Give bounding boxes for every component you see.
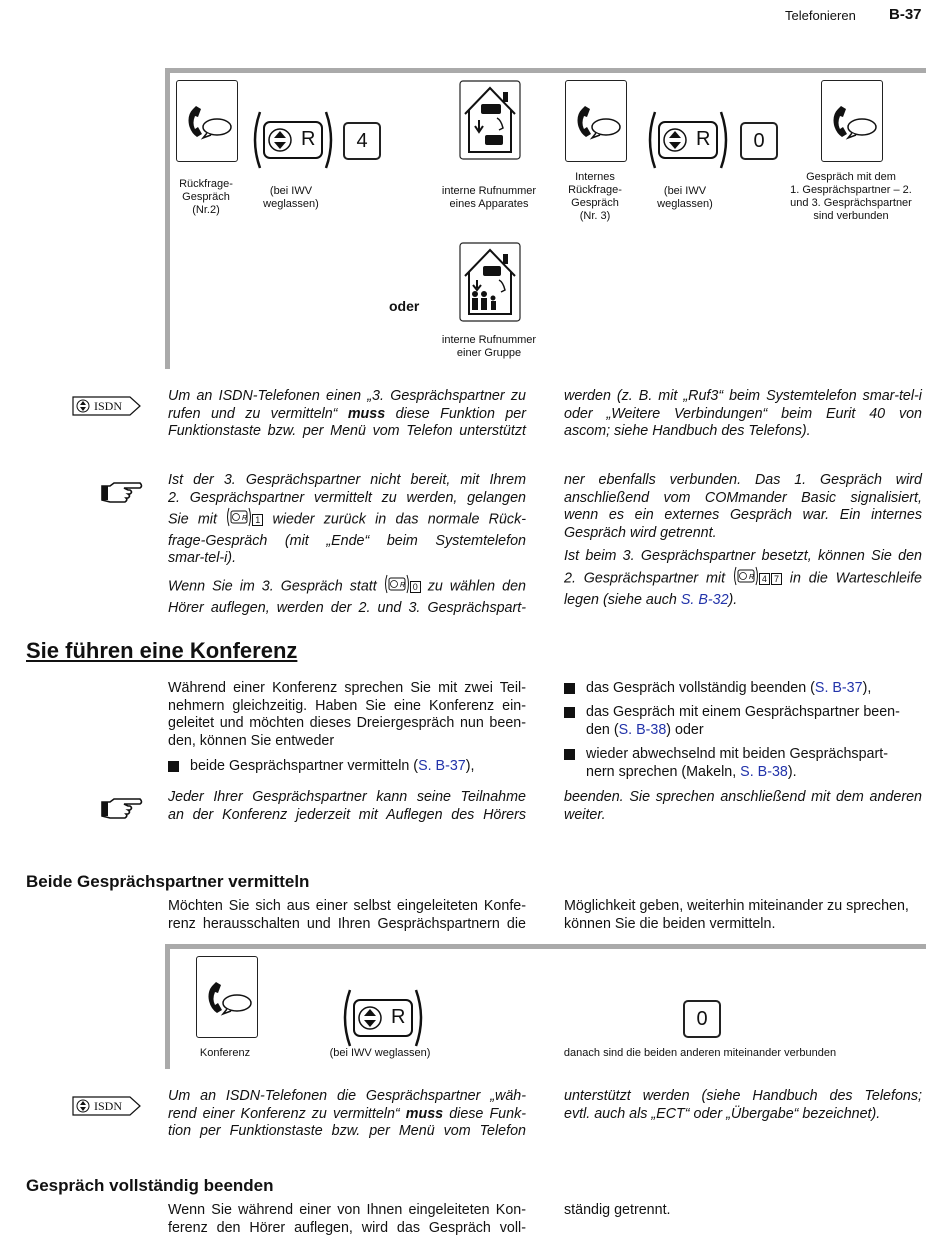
text-line: Jeder Ihrer Gesprächspartner kann seine Teilnahme [168,789,526,805]
bullet-item [564,746,922,781]
text-line: Möglichkeit geben, weiterhin miteinander zu sprechen, [564,898,909,914]
hand-note-2-left [168,472,526,617]
text-span: Wenn Sie im 3. Gespräch statt [168,578,377,595]
text-line: evtl. auch als „ECT“ oder „Übergabe“ bezeichnet). [564,1105,881,1122]
r-key-label: R [391,1006,406,1028]
bullet-square [564,749,575,760]
caption-line: Gespräch [571,197,619,209]
text-line [586,680,922,698]
caption-line: (Nr.2) [192,204,220,216]
text-line: tion per Funktionstaste bzw. per Menü vom Telefon [168,1123,526,1140]
text-span: wieder zurück in das normale Rück- [272,511,526,528]
emphasis: muss [405,1105,444,1122]
caption-line: (bei IWV [663,185,707,197]
isdn-note-1-right [564,388,922,441]
text-span: den ( [586,721,619,738]
inline-r-key-icon [226,507,252,533]
text-span: Sie mit [168,511,217,528]
isdn-icon [72,396,142,416]
link-b37[interactable]: S. B-37 [418,758,466,774]
caption-line: Gespräch mit dem [806,171,896,183]
konferenz-intro [168,680,526,750]
text-line: frage-Gespräch (mit „Ende“ beim Systemtelefon [168,532,526,549]
subsection-heading-vermitteln: Beide Gesprächspartner vermitteln [26,872,310,891]
isdn-note-2-right [564,1088,922,1123]
inline-key-7: 7 [771,573,782,585]
caption-line: sind verbunden [813,210,889,222]
inline-key-4: 4 [759,573,770,585]
text-line: ner ebenfalls verbunden. Das 1. Gespräch wird [564,472,922,488]
text-line: an der Konferenz jederzeit mit Auflegen des Hörers [168,806,526,823]
bullet-square [168,761,179,772]
text-line [190,758,526,776]
inline-key-0: 0 [410,581,421,593]
text-line: den, können Sie entweder [168,732,335,749]
svg-text:R: R [748,573,754,581]
caption-line: Gespräch [182,191,230,203]
caption-konferenz: Konferenz [199,1047,251,1059]
caption-gespraech-verbunden [778,171,924,223]
text-span: rend einer Konferenz zu vermitteln“ [168,1105,400,1122]
link-b38[interactable]: S. B-38 [740,763,788,780]
text-line: ferenz den Hörer auflegen, wird das Gespräch voll- [168,1219,526,1236]
vermitteln-text-left [168,898,526,933]
text-line: das Gespräch mit einem Gesprächspartner been- [586,704,900,720]
link-b37[interactable]: S. B-37 [814,680,863,696]
digit-key-0: 0 [683,1000,721,1038]
section-heading-konferenz: Sie führen eine Konferenz [26,638,298,663]
subsection-heading-beenden: Gespräch vollständig beenden [26,1176,274,1195]
text-span: zu wählen den [427,578,526,595]
link-b38[interactable]: S. B-38 [618,721,667,738]
svg-text:R: R [399,581,405,589]
r-key-label: R [301,128,316,150]
oder-label: oder [389,298,420,314]
caption-line: 1. Gesprächspartner – 2. [790,184,912,196]
text-span: legen (siehe auch [564,591,677,608]
konferenz-note-left [168,789,526,824]
text-line [168,1106,526,1124]
r-key-label: R [696,128,711,150]
isdn-note-2-left [168,1088,526,1141]
isdn-icon [72,1096,142,1116]
inline-key-1: 1 [252,514,263,526]
text-line: Während einer Konferenz sprechen Sie mit zwei Teil- [168,680,526,696]
text-span: ), [465,758,475,774]
text-line: Gespräch wird getrennt. [564,524,717,541]
flash-r-key-optional [248,108,338,172]
handset-speech-icon [821,80,883,162]
text-line [564,592,922,610]
text-line [168,574,526,600]
text-span: rufen und zu vermitteln“ [168,405,338,422]
text-line: ascom; siehe Handbuch des Telefons). [564,423,811,440]
caption-line: (bei IWV [269,185,313,197]
text-line [168,406,526,424]
inline-r-key-icon [733,566,759,592]
caption-gruppe [430,334,548,360]
caption-line: weglassen) [657,198,713,210]
text-line: Möchten Sie sich aus einer selbst eingeleiteten Konfe- [168,898,526,914]
caption-line: und 3. Gesprächspartner [790,197,912,209]
text-line: wieder abwechselnd mit beiden Gesprächspart- [586,746,888,762]
caption-verbunden: danach sind die beiden anderen miteinander verbunden [563,1047,837,1059]
caption-apparat [430,185,548,211]
pointing-hand-icon [100,796,144,825]
text-span: nern sprechen (Makeln, [586,763,741,780]
house-group-icon [459,242,521,322]
vermitteln-text-right [564,898,922,933]
caption-line: eines Apparates [449,198,529,210]
text-line [168,507,526,533]
text-line [586,722,922,740]
bullet-item [564,680,922,698]
konferenz-note-right [564,789,922,824]
running-header-section: Telefonieren [785,8,856,23]
caption-line: einer Gruppe [456,347,522,359]
caption-line: interne Rufnummer [441,185,537,197]
text-span: ), [862,680,872,696]
bullet-item [168,758,526,776]
caption-iwv: (bei IWV weglassen) [329,1047,431,1059]
flash-r-key-optional [643,108,733,172]
isdn-label: ISDN [94,399,123,413]
text-span: diese Funktion per [395,405,527,422]
text-line: Hörer auflegen, werden der 2. und 3. Gesprächspart- [168,599,526,616]
beenden-text-right [564,1202,922,1220]
text-line: 2. Gesprächspartner vermittelt zu werden, gelangen [168,489,526,506]
text-span: diese Funk- [449,1105,526,1122]
text-line: anschließend vom COMmander Basic signalisiert, [564,489,922,506]
text-span: das Gespräch vollständig beenden ( [586,680,815,696]
bullet-square [564,683,575,694]
house-phone-icon [459,80,521,160]
text-span: beide Gesprächspartner vermitteln ( [190,758,419,774]
text-line: ständig getrennt. [564,1202,671,1218]
text-span: ). [728,591,738,608]
isdn-note-1-left [168,388,526,441]
handset-speech-icon [176,80,238,162]
digit-key-4: 4 [343,122,381,160]
flash-r-key-optional [338,986,428,1050]
link-b32[interactable]: S. B-32 [680,591,729,608]
text-line: beenden. Sie sprechen anschließend mit dem anderen [564,789,922,805]
caption-iwv-1 [246,185,336,211]
caption-line: Internes [575,171,615,183]
handset-speech-icon [196,956,258,1038]
emphasis: muss [347,405,386,422]
text-line: Ist beim 3. Gesprächspartner besetzt, können Sie den [564,548,922,565]
text-line: smar-tel-i). [168,550,237,567]
text-span: ) oder [666,721,704,738]
page-number: B-37 [889,6,922,23]
isdn-label: ISDN [94,1099,123,1113]
text-span: 2. Gesprächspartner mit [564,570,726,587]
caption-line: weglassen) [263,198,319,210]
svg-text:R: R [242,515,248,523]
inline-r-key-icon [384,574,410,600]
text-line: Wenn Sie während einer von Ihnen eingeleiteten Kon- [168,1202,526,1218]
caption-iwv-2 [640,185,730,211]
text-line: werden (z. B. mit „Ruf3“ beim Systemtelefon smar-tel-i [564,388,922,404]
digit-key-0: 0 [740,122,778,160]
text-line: nehmern gleichzeitig. Haben Sie eine Konferenz ein- [168,697,526,714]
text-line: oder „Weitere Verbindungen“ beim Eurit 40 von [564,405,922,422]
text-line: können Sie die beiden vermitteln. [564,915,776,932]
text-line: unterstützt werden (siehe Handbuch des Telefons; [564,1088,922,1104]
hand-note-2-right [564,472,922,609]
text-line: Um an ISDN-Telefonen einen „3. Gesprächspartner zu [168,388,526,404]
handset-speech-icon [565,80,627,162]
caption-line: (Nr. 3) [579,210,611,222]
caption-rueckfrage [160,178,252,217]
text-line: wenn es ein externes Gespräch war. Ein internes [564,507,922,524]
caption-intern [550,171,640,223]
text-line [564,566,922,592]
text-span: ). [787,763,797,780]
text-line: Funktionstaste bzw. per Menü vom Telefon unterstützt [168,423,526,440]
text-line: weiter. [564,806,606,823]
beenden-text-left [168,1202,526,1237]
text-line: Ist der 3. Gesprächspartner nicht bereit, mit Ihrem [168,472,526,488]
text-line: Um an ISDN-Telefonen die Gesprächspartner „wäh- [168,1088,526,1104]
caption-line: interne Rufnummer [441,334,537,346]
text-line [586,764,922,782]
pointing-hand-icon [100,480,144,509]
text-span: in die Warteschleife [789,570,923,587]
caption-line: Rückfrage- [568,184,622,196]
bullet-item [564,704,922,739]
text-line: geleitet und möchten dieses Dreiergespräch nun been- [168,715,526,732]
caption-line: Rückfrage- [179,178,233,190]
bullet-square [564,707,575,718]
text-line: renz herausschalten und Ihren Gesprächspartnern die [168,915,526,932]
